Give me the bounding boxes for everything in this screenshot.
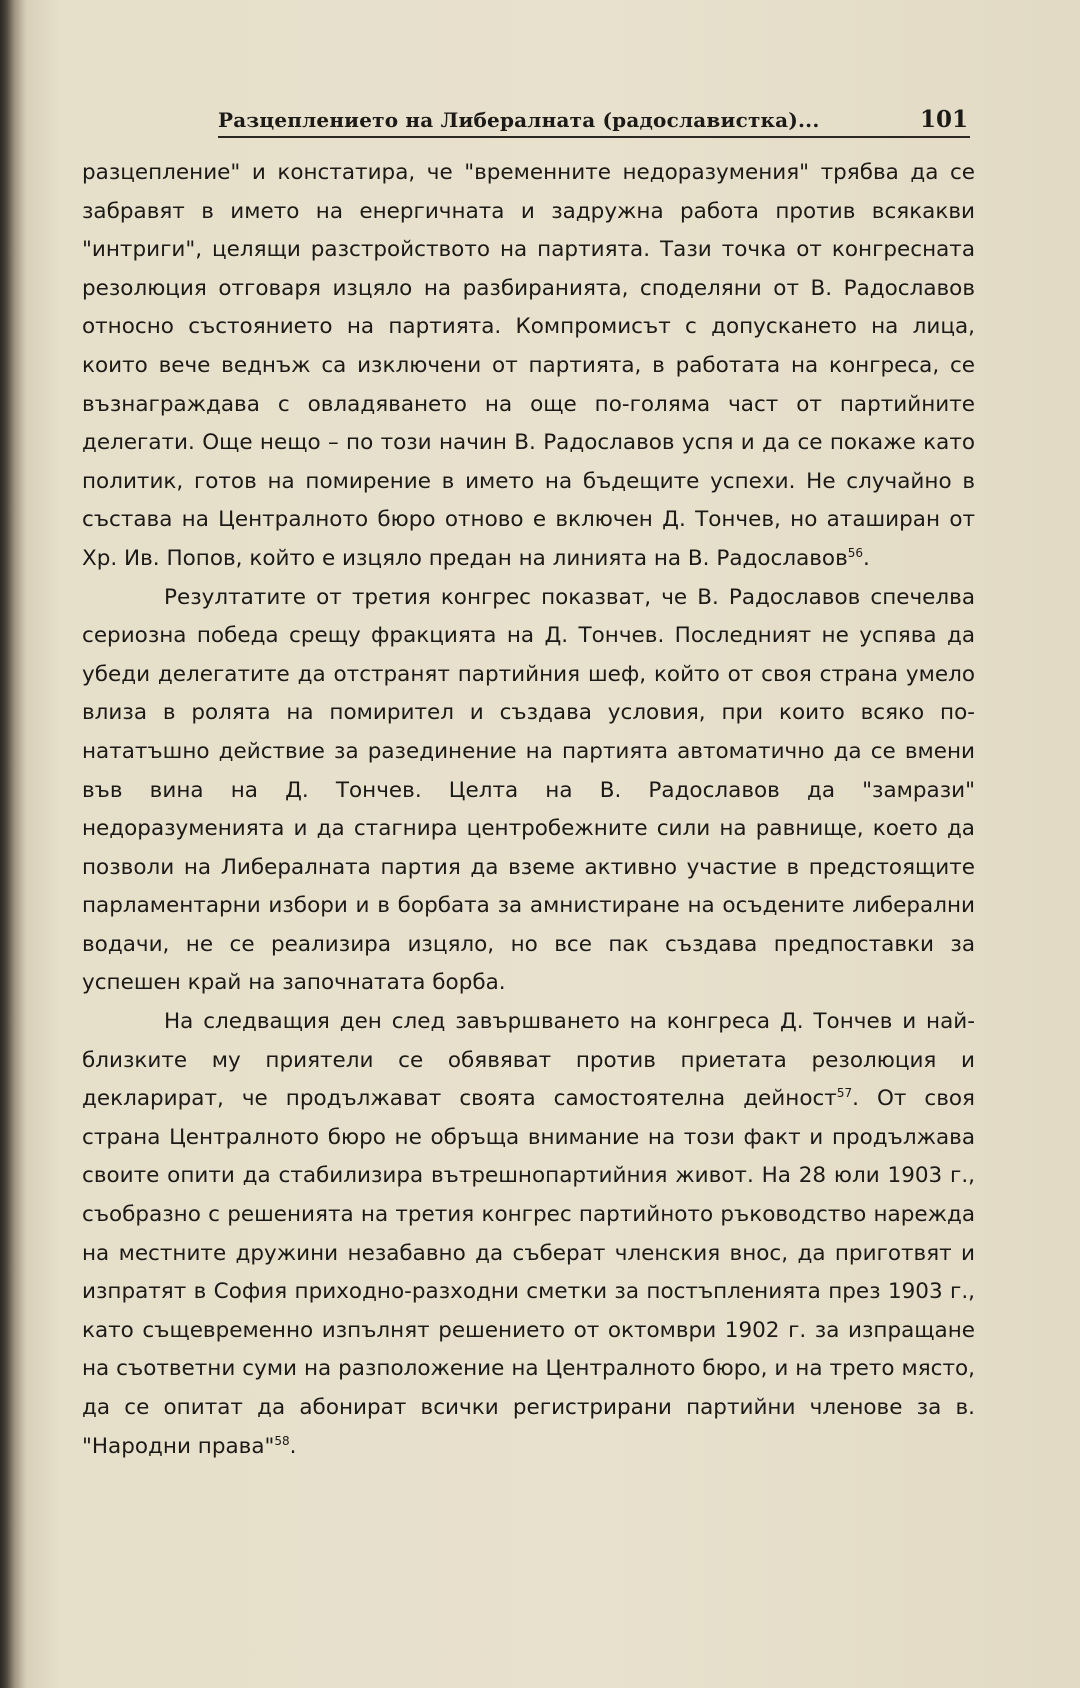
body-text: [82, 154, 975, 1466]
running-title: Разцеплението на Либералната (радославистка)...: [218, 108, 820, 132]
footnote-ref-57[interactable]: 57: [836, 1086, 853, 1101]
paragraph-end: .: [289, 1433, 297, 1459]
page-number: 101: [919, 106, 968, 133]
paragraph-tail: .: [863, 545, 870, 571]
paragraph-1: [82, 154, 975, 579]
paragraph-text: На следващия ден след завършването на конгреса Д. Тончев и най-близките му приятели се обявяват против приетата резолюция и декларират, че продължават своята самостоятелна дейност: [82, 1009, 975, 1112]
paragraph-tail: . От своя страна Централното бюро не обръща внимание на този факт и продължава своите опити да стабилизира вътрешнопартийния живот. На 28 юли 1903 г., съобразно с решенията на третия конгрес партийното ръководство нарежда на местните дружини незабавно да съберат членския внос, да приготвят и изпратят в София приходно-разходни сметки за постъпленията през 1903 г., като същевременно изпълнят решението от октомври 1902 г. за изпращане на съответни суми на разположение на Централното бюро, и на трето място, да се опитат да абонират всички регистрирани партийни членове за в. "Народни права": [82, 1086, 975, 1459]
paragraph-text: разцепление" и констатира, че "временните недоразумения" трябва да се забравят в името на енергичната и задружна работа против всякакви "интриги", целящи разстройството на партията. Тази точка от конгресната резолюция отговаря изцяло на разбиранията, споделяни от В. Радославов относно състоянието на партията. Компромисът с допускането на лица, които вече веднъж са изключени от партията, в работата на конгреса, се възнаграждава с овладяването на още по-голяма част от партийните делегати. Още нещо – по този начин В. Радославов успя и да се покаже като политик, готов на помирение в името на бъдещите успехи. Не случайно в състава на Централното бюро отново е включен Д. Тончев, но аташиран от Хр. Ив. Попов, който е изцяло предан на линията на В. Радославов: [82, 160, 975, 571]
footnote-ref-56[interactable]: 56: [847, 545, 864, 560]
footnote-ref-58[interactable]: 58: [274, 1433, 290, 1448]
page-header: [218, 106, 970, 138]
paragraph-text: Резултатите от третия конгрес показват, че В. Радославов спечелва сериозна победа срещу фракцията на Д. Тончев. Последният не успява да убеди делегатите да отстранят партийния шеф, който от своя страна умело влиза в ролята на помирител и създава условия, при които всяко по-нататъшно действие за разединение на партията автоматично да се вмени във вина на Д. Тончев. Целта на В. Радославов да "замрази" недоразуменията и да стагнира центробежните сили на равнище, което да позволи на Либералната партия да вземе активно участие в предстоящите парламентарни избори и в борбата за амнистиране на осъдените либерални водачи, не се реализира изцяло, но все пак създава предпоставки за успешен край на започнатата борба.: [82, 584, 975, 996]
paragraph-2: [82, 579, 975, 1004]
paragraph-3: [82, 1003, 975, 1466]
